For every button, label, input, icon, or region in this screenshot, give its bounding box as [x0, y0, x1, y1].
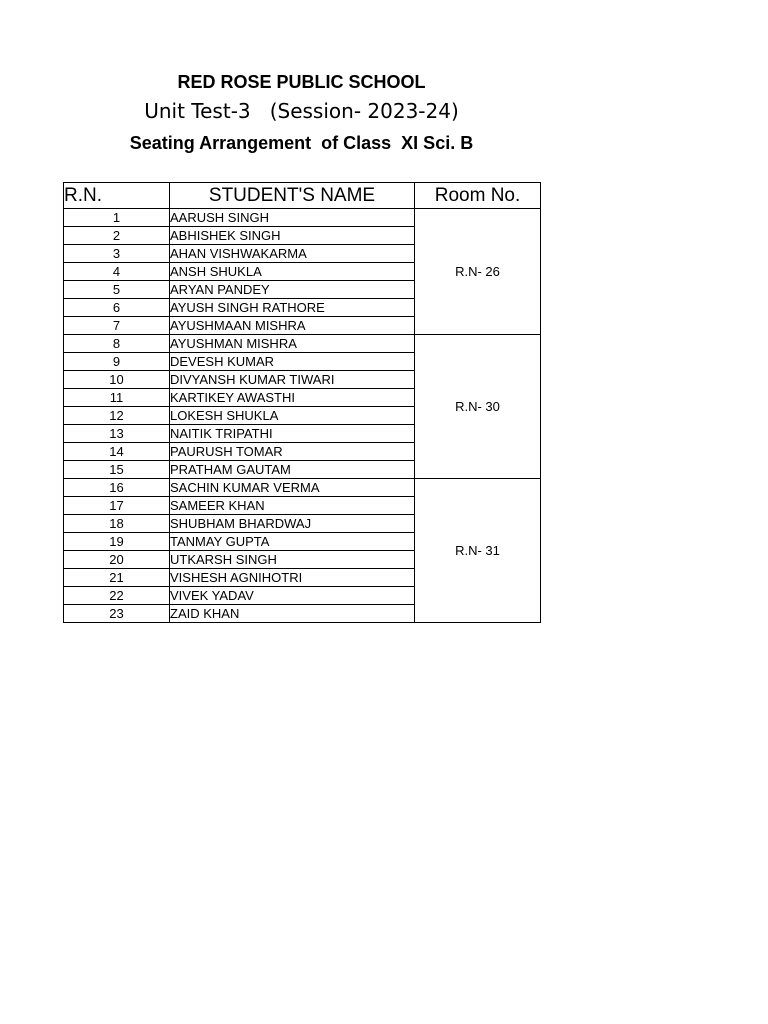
roll-number-cell: 13: [64, 425, 170, 443]
roll-number-cell: 1: [64, 209, 170, 227]
student-name-cell: SHUBHAM BHARDWAJ: [170, 515, 415, 533]
roll-number-cell: 18: [64, 515, 170, 533]
room-number-cell: R.N- 30: [415, 335, 541, 479]
seating-table: [63, 182, 541, 623]
roll-number-cell: 22: [64, 587, 170, 605]
roll-number-cell: 4: [64, 263, 170, 281]
roll-number-cell: 6: [64, 299, 170, 317]
student-name-cell: VIVEK YADAV: [170, 587, 415, 605]
table-header-row: [64, 183, 541, 209]
roll-number-cell: 16: [64, 479, 170, 497]
test-session-title: Unit Test-3 (Session- 2023-24): [144, 99, 459, 123]
roll-number-cell: 10: [64, 371, 170, 389]
student-name-cell: AYUSHMAN MISHRA: [170, 335, 415, 353]
student-name-cell: KARTIKEY AWASTHI: [170, 389, 415, 407]
student-name-cell: TANMAY GUPTA: [170, 533, 415, 551]
student-name-cell: NAITIK TRIPATHI: [170, 425, 415, 443]
roll-number-cell: 8: [64, 335, 170, 353]
column-header-roll-number: R.N.: [64, 183, 170, 209]
seating-table-body: [64, 209, 541, 623]
column-header-room-number: Room No.: [415, 183, 541, 209]
student-name-cell: AHAN VISHWAKARMA: [170, 245, 415, 263]
student-name-cell: ANSH SHUKLA: [170, 263, 415, 281]
roll-number-cell: 20: [64, 551, 170, 569]
student-name-cell: UTKARSH SINGH: [170, 551, 415, 569]
roll-number-cell: 21: [64, 569, 170, 587]
room-number-cell: R.N- 31: [415, 479, 541, 623]
student-name-cell: ABHISHEK SINGH: [170, 227, 415, 245]
table-row: [64, 479, 541, 497]
school-name: RED ROSE PUBLIC SCHOOL: [177, 72, 426, 92]
student-name-cell: ARYAN PANDEY: [170, 281, 415, 299]
student-name-cell: DEVESH KUMAR: [170, 353, 415, 371]
table-row: [64, 335, 541, 353]
roll-number-cell: 19: [64, 533, 170, 551]
roll-number-cell: 5: [64, 281, 170, 299]
student-name-cell: ZAID KHAN: [170, 605, 415, 623]
student-name-cell: AYUSHMAAN MISHRA: [170, 317, 415, 335]
student-name-cell: LOKESH SHUKLA: [170, 407, 415, 425]
roll-number-cell: 7: [64, 317, 170, 335]
student-name-cell: AYUSH SINGH RATHORE: [170, 299, 415, 317]
student-name-cell: DIVYANSH KUMAR TIWARI: [170, 371, 415, 389]
roll-number-cell: 17: [64, 497, 170, 515]
roll-number-cell: 23: [64, 605, 170, 623]
room-number-cell: R.N- 26: [415, 209, 541, 335]
roll-number-cell: 3: [64, 245, 170, 263]
table-row: [64, 209, 541, 227]
student-name-cell: PAURUSH TOMAR: [170, 443, 415, 461]
student-name-cell: SAMEER KHAN: [170, 497, 415, 515]
roll-number-cell: 2: [64, 227, 170, 245]
roll-number-cell: 15: [64, 461, 170, 479]
roll-number-cell: 12: [64, 407, 170, 425]
student-name-cell: PRATHAM GAUTAM: [170, 461, 415, 479]
column-header-student-name: STUDENT'S NAME: [170, 183, 415, 209]
roll-number-cell: 9: [64, 353, 170, 371]
student-name-cell: AARUSH SINGH: [170, 209, 415, 227]
student-name-cell: VISHESH AGNIHOTRI: [170, 569, 415, 587]
student-name-cell: SACHIN KUMAR VERMA: [170, 479, 415, 497]
seating-arrangement-title: Seating Arrangement of Class XI Sci. B: [129, 133, 474, 153]
roll-number-cell: 14: [64, 443, 170, 461]
roll-number-cell: 11: [64, 389, 170, 407]
